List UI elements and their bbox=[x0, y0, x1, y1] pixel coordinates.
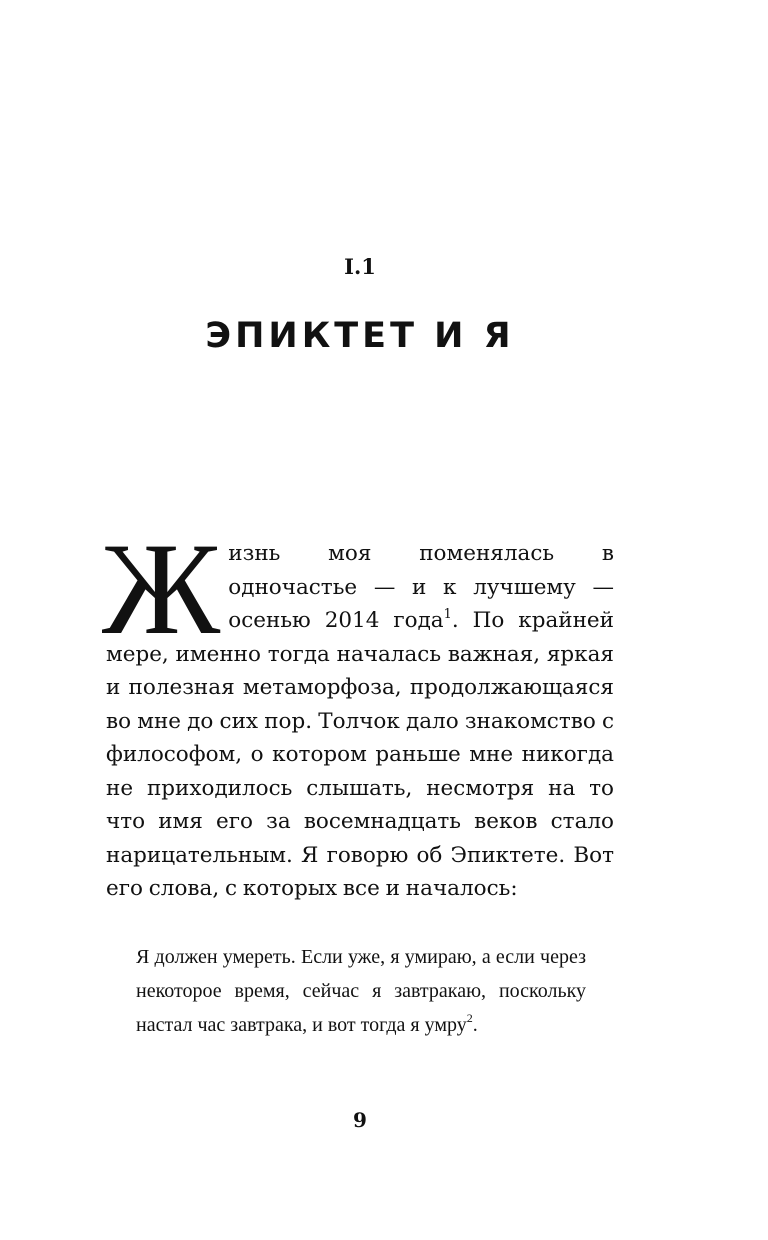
chapter-number: I.1 bbox=[344, 254, 376, 279]
body-paragraph bbox=[102, 515, 614, 906]
quote-text: Я должен умереть. Если уже, я умираю, а если через некоторое время, сейчас я завтракаю, поскольку настал час завтрака, и вот тогда я умру bbox=[136, 946, 586, 1036]
body-text-part-1: изнь моя поменялась в одночастье — и к лучшему — осенью 2014 года bbox=[228, 541, 614, 633]
drop-cap: Ж bbox=[102, 515, 221, 662]
footnote-ref-1[interactable]: 1 bbox=[443, 606, 452, 622]
body-text-part-2: . По крайней мере, именно тогда началась важная, яркая и полезная метаморфоза, продолжающаяся во мне до сих пор. Толчок дало знакомство с философом, о котором раньше мне никогда не приходилось слышать, несмотря на то что имя его за восемнадцать веков стало нарицательным. Я говорю об Эпиктете. Вот его слова, с которых все и началось: bbox=[106, 608, 614, 901]
epictetus-quote bbox=[136, 940, 586, 1042]
chapter-title: ЭПИКТЕТ И Я bbox=[205, 316, 515, 356]
quote-end: . bbox=[472, 1014, 478, 1036]
page-number: 9 bbox=[353, 1108, 367, 1132]
footnote-ref-2[interactable]: 2 bbox=[466, 1011, 473, 1026]
